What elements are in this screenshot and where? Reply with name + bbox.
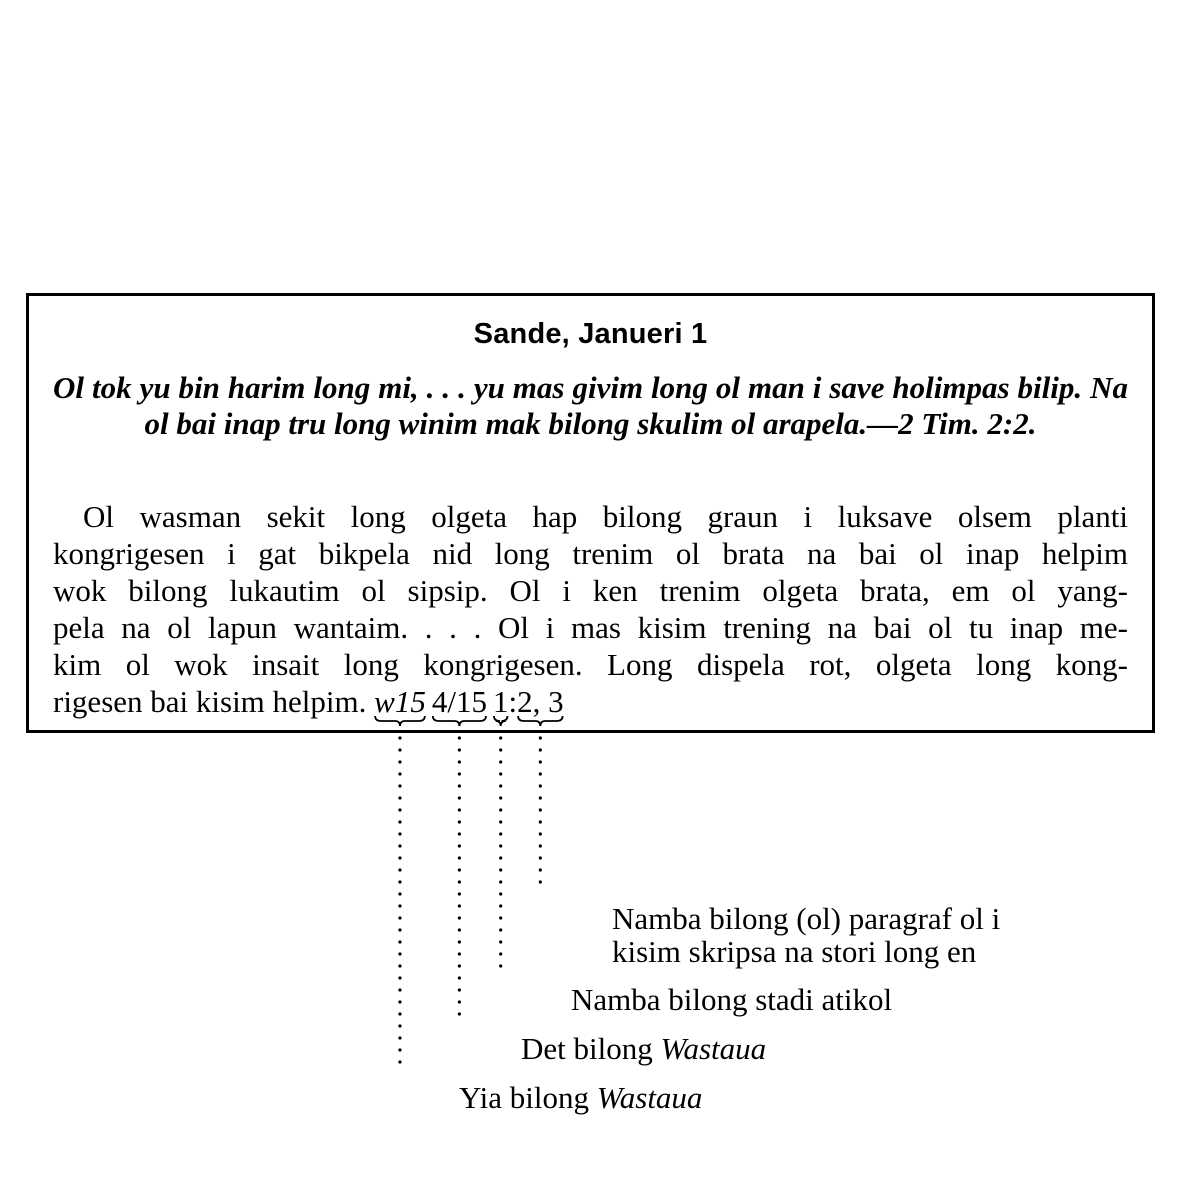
legend-paragraphs	[612, 902, 1000, 968]
legend-year	[459, 1081, 702, 1114]
comment-line: kongrigesen i gat bikpela nid long trenim ol brata na bai ol inap helpim	[53, 536, 1128, 571]
comment-paragraph	[53, 498, 1128, 720]
comment-line: Ol wasman sekit long olgeta hap bilong graun i luksave olsem planti	[83, 499, 1128, 534]
comment-line: kim ol wok insait long kongrigesen. Long dispela rot, olgeta long kong-	[53, 647, 1128, 682]
legend-magazine-name: Wastaua	[596, 1080, 703, 1115]
legend-study-article: Namba bilong stadi atikol	[571, 982, 893, 1017]
legend-paragraphs-line1: Namba bilong (ol) paragraf ol i	[612, 901, 1001, 936]
entry-date: Sande, Janueri 1	[473, 318, 708, 350]
source-reference	[366, 684, 563, 719]
legend-issue-date	[521, 1032, 766, 1065]
comment-line: pela na ol lapun wantaim. . . . Ol i mas kisim trening na bai ol tu inap me-	[53, 610, 1128, 645]
legend-paragraphs-line2: kisim skripsa na stori long en	[612, 934, 977, 969]
reference-year: w15	[374, 684, 426, 719]
comment-line: wok bilong lukautim ol sipsip. Ol i ken trenim olgeta brata, em ol yang-	[53, 573, 1128, 608]
reference-article-number: 1	[492, 684, 509, 719]
legend-year-prefix: Yia bilong	[459, 1080, 597, 1115]
theme-scripture: Ol tok yu bin harim long mi, . . . yu mas givim long ol man i save holimpas bilip. Na ol bai inap tru long winim mak bilong skulim ol arapela.—2 Tim. 2:2.	[53, 370, 1128, 441]
daily-text-box	[26, 293, 1155, 733]
reference-paragraphs: 2, 3	[517, 684, 564, 719]
comment-line: rigesen bai kisim helpim.	[53, 684, 367, 719]
reference-issue-date: 4/15	[431, 684, 487, 719]
legend-issue-date-prefix: Det bilong	[521, 1031, 661, 1066]
reference-separator: :	[508, 684, 518, 719]
legend-magazine-name: Wastaua	[660, 1031, 767, 1066]
comment-last-line	[53, 683, 1128, 720]
